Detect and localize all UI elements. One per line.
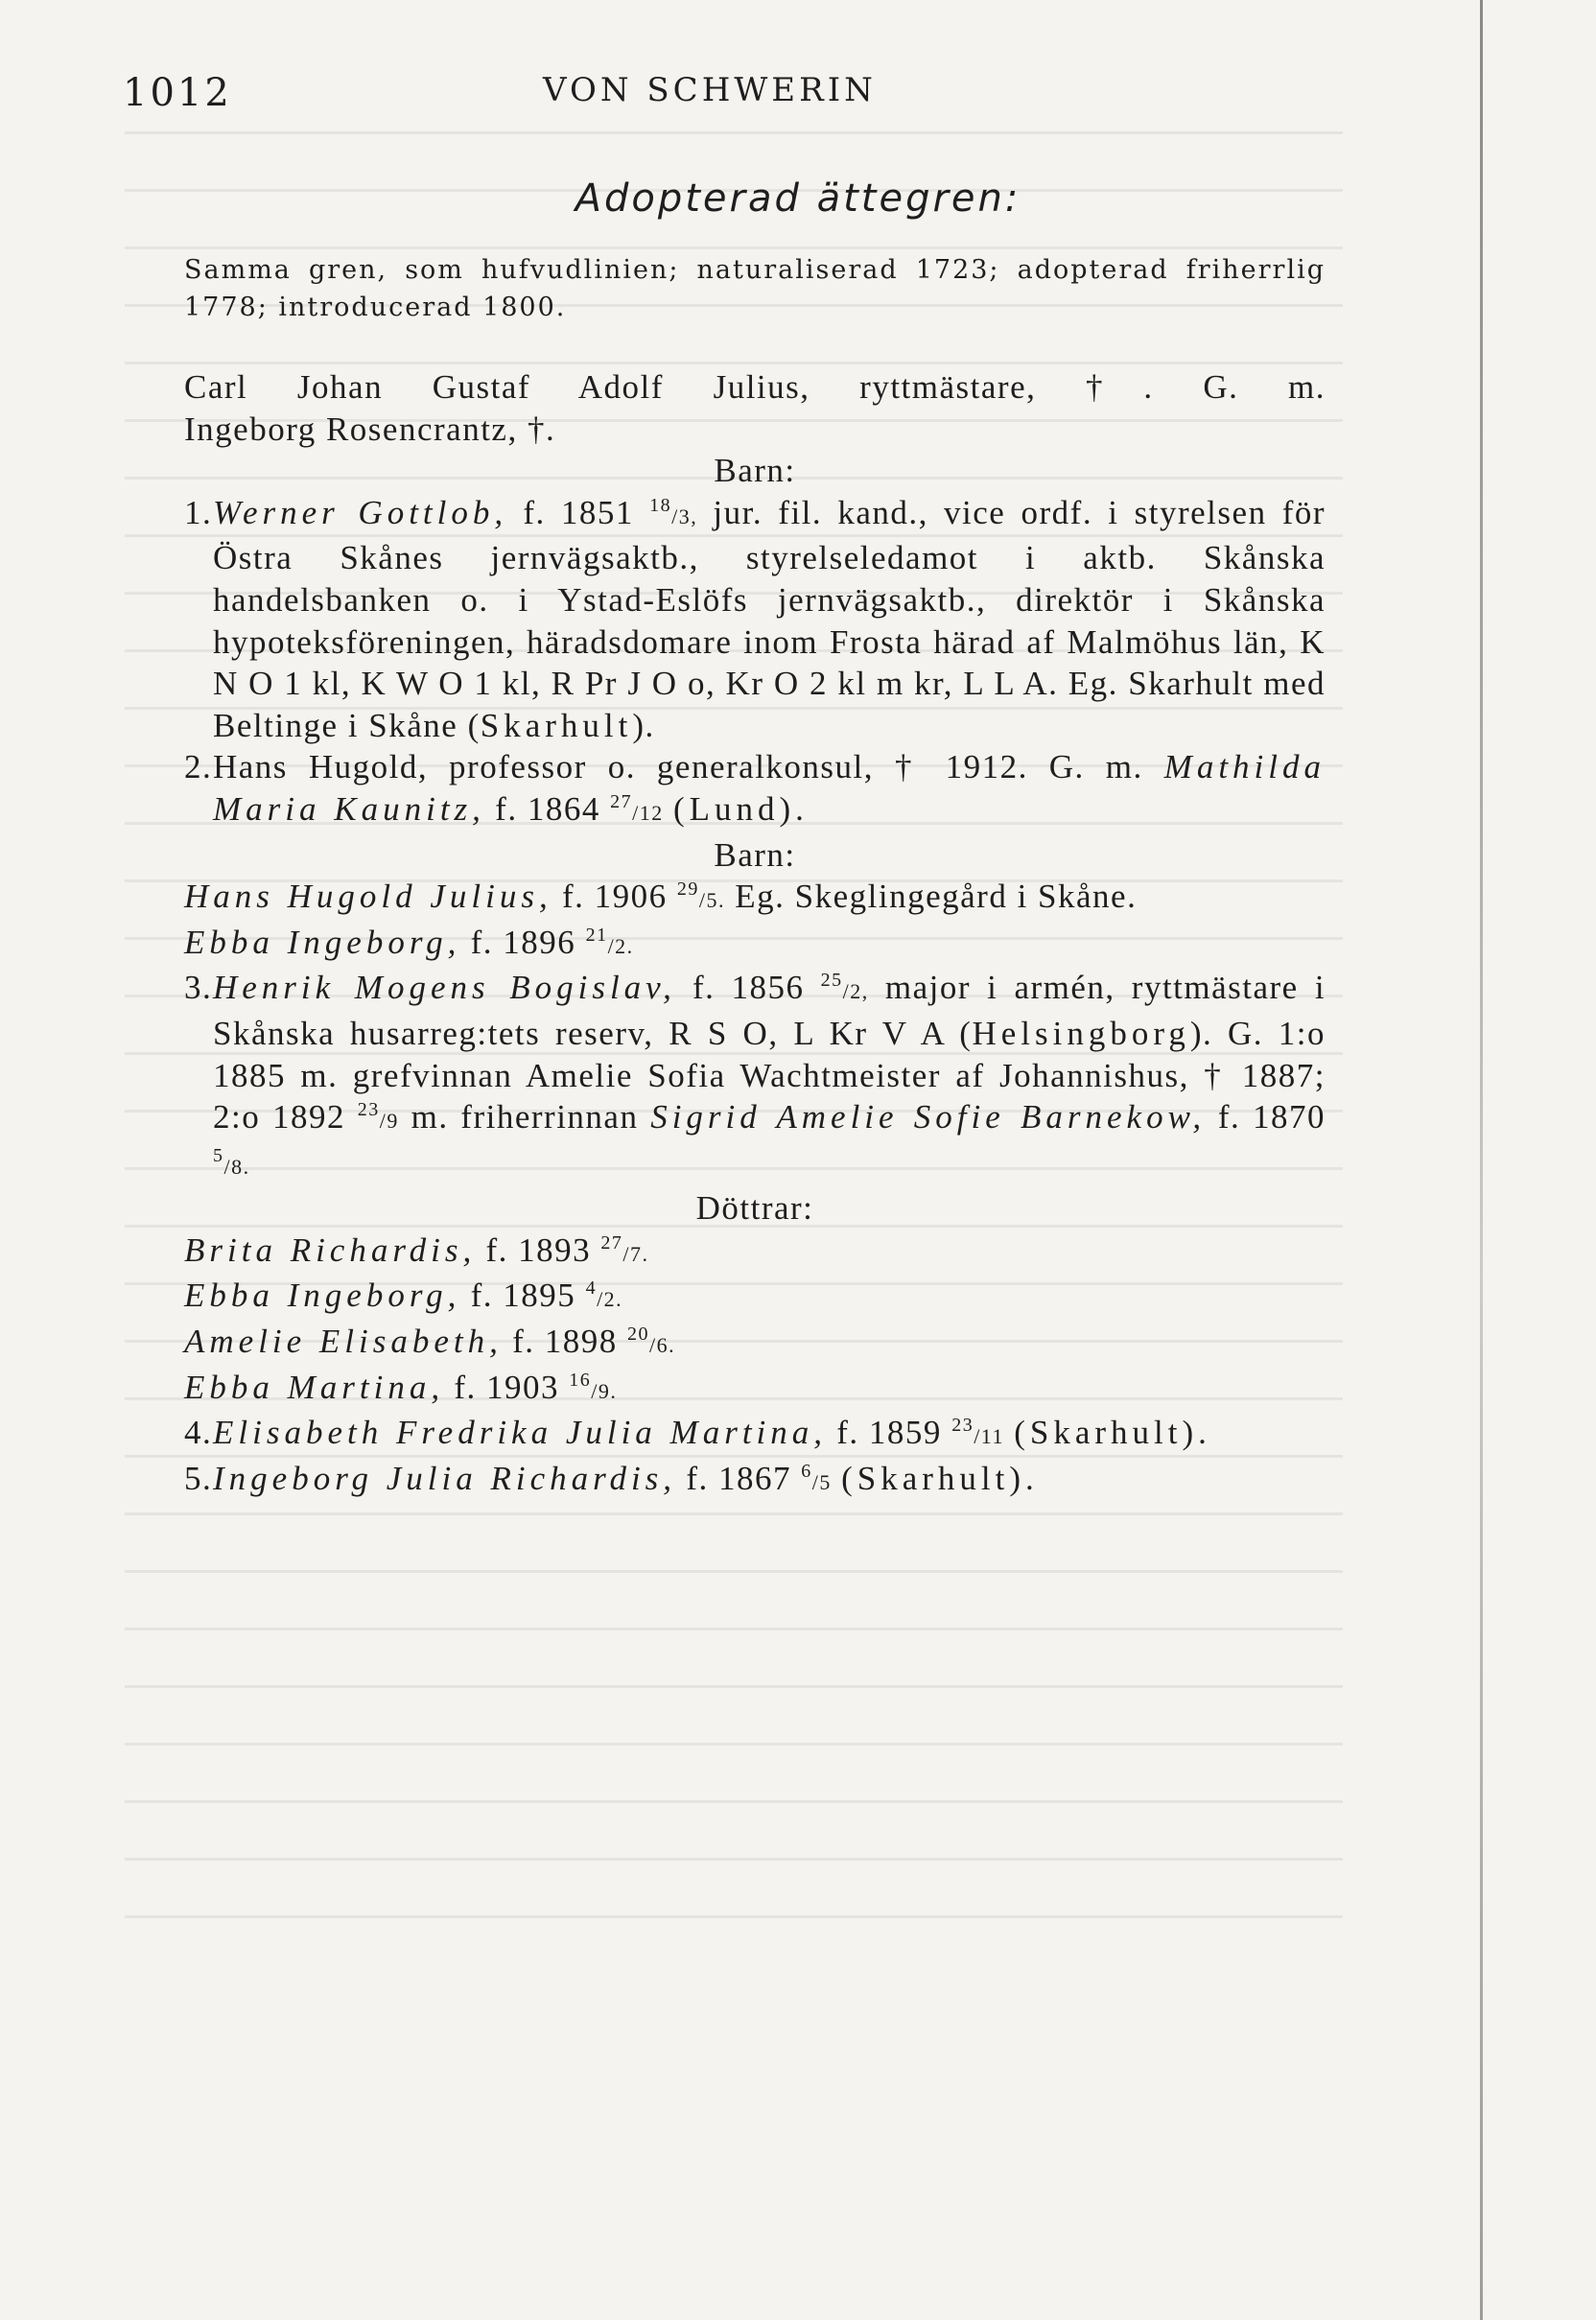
person-name: Ingeborg Julia Richardis,: [213, 1459, 677, 1497]
barn-heading: Barn:: [714, 452, 796, 490]
birth-day: 20: [627, 1324, 650, 1346]
birth-month: /2.: [607, 933, 634, 958]
child-1: [184, 876, 1326, 922]
residence: Helsingborg: [972, 1014, 1190, 1052]
birth-day: 6: [801, 1460, 812, 1482]
birth-month: /3,: [671, 504, 698, 528]
birth-day: 27: [610, 790, 633, 812]
residence: (Lund).: [672, 789, 809, 828]
page-edge: [1480, 0, 1483, 2320]
spouse-name: Mathilda Maria Kaunitz,: [213, 748, 1326, 828]
running-head: VON SCHWERIN: [543, 71, 877, 109]
entry-number: 3.: [184, 969, 213, 1007]
marriage-month: /9: [379, 1109, 399, 1134]
estate-name: Skarhult: [480, 706, 633, 744]
child-2: [184, 922, 1326, 968]
birth-month: /11: [974, 1424, 1004, 1449]
birth-day: 4: [585, 1277, 598, 1300]
birth-prefix: f. 1903: [454, 1368, 560, 1406]
birth-month: /9.: [591, 1378, 618, 1403]
spouse-name: Sigrid Amelie Sofie Barnekow,: [650, 1098, 1207, 1137]
daughter-1: [184, 1230, 1326, 1276]
residence: (Skarhult).: [1014, 1414, 1211, 1452]
entry-text: major i armén, ryttmästare i Skånska husarreg:tets reserv, R S O, L Kr V A (: [213, 969, 1326, 1052]
founder-line-1: Carl Johan Gustaf Adolf Julius, ryttmästare, †. G. m.: [184, 368, 1326, 406]
birth-prefix: f. 1906: [562, 878, 668, 916]
daughter-name: Ebba Ingeborg,: [184, 1277, 461, 1315]
birth-month: /5: [811, 1469, 832, 1494]
entry-3: [184, 967, 1326, 1187]
marriage-day: 23: [357, 1099, 380, 1121]
residence: (Skarhult).: [841, 1459, 1039, 1497]
founder-line-2: Ingeborg Rosencrantz, †.: [184, 410, 556, 448]
birth-day: 25: [820, 970, 843, 992]
entry-4: [184, 1412, 1326, 1458]
birth-day: 29: [676, 879, 699, 901]
birth-prefix: f. 1893: [485, 1230, 592, 1269]
birth-month: /2.: [597, 1287, 623, 1312]
entry-text: Hans Hugold, professor o. generalkonsul, † 1912. G. m.: [213, 748, 1143, 786]
branch-note: Samma gren, som hufvudlinien; naturaliserad 1723; adopterad friherrlig 1778; introducerad 1800.: [184, 255, 1326, 322]
birth-month: /5.: [698, 888, 726, 913]
page-header: [0, 71, 1596, 129]
child-name: Hans Hugold Julius,: [184, 878, 552, 916]
birth-prefix: f. 1851: [523, 493, 634, 531]
dottrar-heading: Döttrar:: [695, 1189, 814, 1228]
birth-month: /7.: [622, 1241, 649, 1266]
daughter-name: Amelie Elisabeth,: [184, 1323, 503, 1361]
spouse-birth-month: /8.: [223, 1154, 250, 1179]
spouse-birth-prefix: f. 1870: [1217, 1098, 1326, 1137]
birth-day: 18: [649, 494, 672, 516]
birth-prefix: f. 1867: [686, 1459, 791, 1497]
birth-prefix: f. 1896: [470, 923, 576, 961]
birth-prefix: f. 1898: [512, 1323, 618, 1361]
entry-1: [184, 492, 1326, 747]
person-name: Henrik Mogens Bogislav,: [213, 969, 676, 1007]
child-name: Ebba Ingeborg,: [184, 923, 461, 961]
birth-month: /6.: [649, 1333, 676, 1358]
daughter-name: Brita Richardis,: [184, 1230, 477, 1269]
person-name: Elisabeth Fredrika Julia Martina,: [213, 1414, 828, 1452]
daughter-4: [184, 1367, 1326, 1413]
page-number: 1012: [123, 71, 232, 115]
entry-text: jur. fil. kand., vice ordf. i styrelsen för Östra Skånes jernvägsaktb., styrelseledamot i aktb. Skånska handelsbanken o. i Ystad-Eslöfs jernvägsaktb., direktör i Skånska hypoteksföreningen, häradsdomare inom Frosta härad af Malmöhus län, K N O 1 kl, K W O 1 kl, R Pr J O o, Kr O 2 kl m kr, L L A. Eg. Skarhult med Beltinge i Skåne (: [213, 493, 1326, 744]
child-text: Eg. Skeglingegård i Skåne.: [735, 878, 1138, 916]
entry-text-b: ). G. 1:o 1885 m. grefvinnan Amelie Sofia Wachtmeister af Johannishus, † 1887; 2:o 1892: [213, 1014, 1326, 1137]
birth-day: 23: [951, 1415, 974, 1437]
spouse-birth-day: 5: [213, 1144, 224, 1166]
entry-text-c: m. friherrinnan: [411, 1098, 639, 1137]
entry-number: 4.: [184, 1414, 213, 1452]
birth-day: 27: [600, 1231, 623, 1254]
section-title: Adopterad ättegren:: [575, 176, 1021, 221]
birth-prefix: f. 1856: [692, 969, 805, 1007]
daughter-3: [184, 1321, 1326, 1367]
entry-number: 2.: [184, 748, 213, 786]
birth-month: /12: [632, 800, 664, 825]
barn-heading-2: Barn:: [714, 835, 796, 874]
birth-day: 16: [569, 1369, 592, 1391]
genealogy-text: [184, 366, 1326, 1503]
daughter-name: Ebba Martina,: [184, 1368, 445, 1406]
birth-prefix: f. 1864: [495, 789, 600, 828]
entry-2: [184, 746, 1326, 833]
entry-number: 1.: [184, 493, 213, 531]
birth-month: /2,: [842, 979, 869, 1004]
entry-5: [184, 1458, 1326, 1504]
entry-text-end: ).: [632, 706, 655, 744]
birth-prefix: f. 1859: [836, 1414, 942, 1452]
daughter-2: [184, 1275, 1326, 1321]
birth-prefix: f. 1895: [470, 1277, 576, 1315]
entry-number: 5.: [184, 1459, 213, 1497]
birth-day: 21: [585, 924, 608, 946]
person-name: Werner Gottlob,: [213, 493, 508, 531]
